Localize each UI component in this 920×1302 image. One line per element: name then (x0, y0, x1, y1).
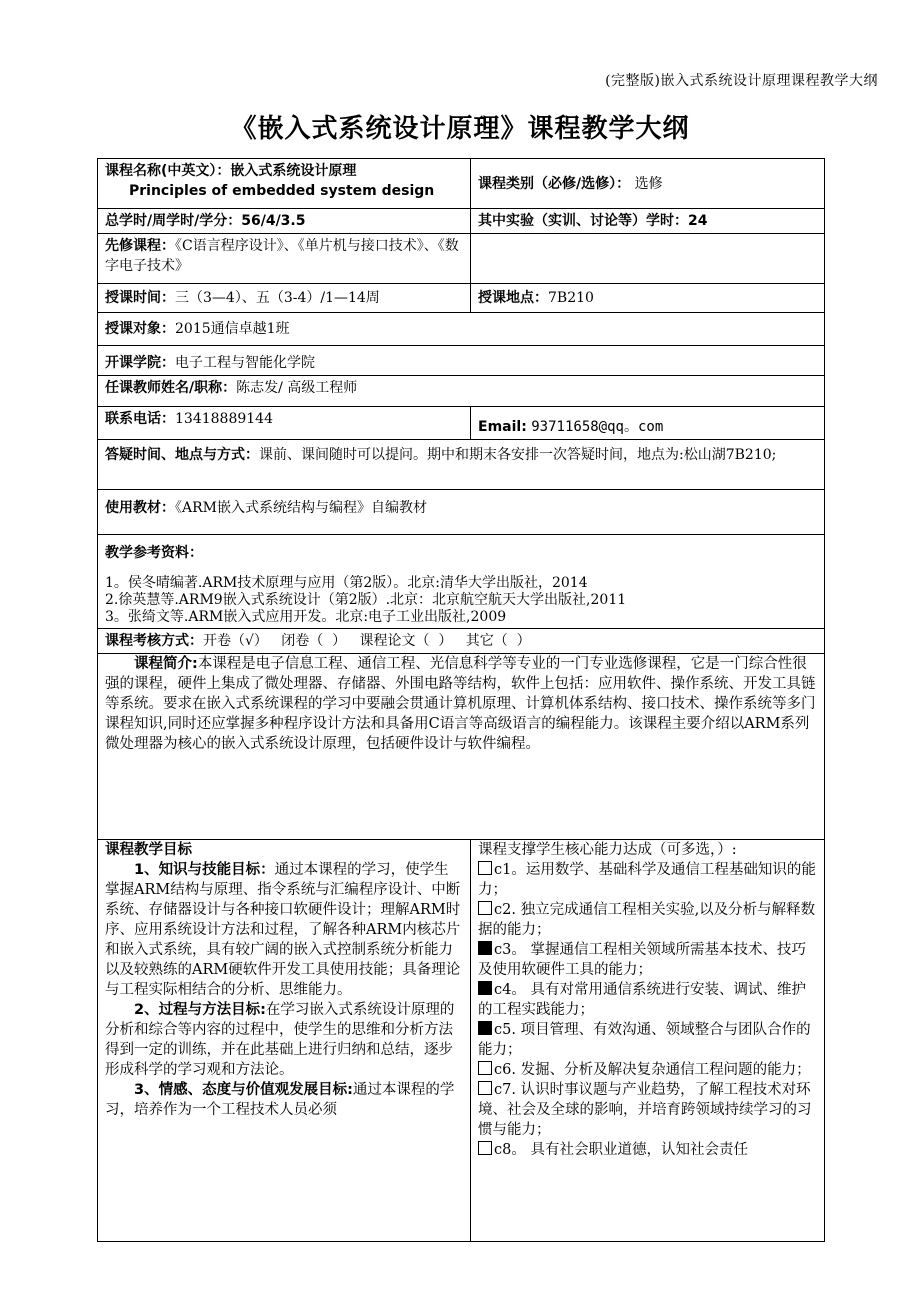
ability-item (478, 1080, 817, 1140)
ability-item (478, 1060, 817, 1080)
course-name-cell (98, 159, 471, 209)
course-category-cell (471, 159, 825, 209)
reference-item: 2.徐英慧等.ARM9嵌入式系统设计（第2版）.北京：北京航空航天大学出版社,2011 (105, 592, 627, 608)
textbook-cell (98, 490, 825, 535)
unchecked-box-icon[interactable] (478, 1061, 492, 1075)
ability-item (478, 1020, 817, 1060)
intro-value: 本课程是电子信息工程、通信工程、光信息科学等专业的一门专业选修课程，它是一门综合性很强的课程，硬件上集成了微处理器、存储器、外围电路等结构，软件上包括：应用软件、操作系统、开发工具链等系统。要求在嵌入式系统课程的学习中要融会贯通计算机原理、计算机体系结构、接口技术、操作系统等多门课程知识,同时还应掌握多种程序设计方法和具备用C语言等高级语言的编程能力。该课程主要介绍以ARM系列微处理器为核心的嵌入式系统设计原理，包括硬件设计与软件编程。 (105, 656, 816, 752)
target-label: 授课对象： (105, 321, 175, 337)
teaching-place-cell (471, 284, 825, 313)
teaching-place-label: 授课地点： (478, 290, 548, 306)
goal3-value: 通过本课程的学习，培养作为一个工程技术人员必须 (105, 1082, 455, 1118)
qa-value: 课前、课间随时可以提问。期中和期末各安排一次答疑时间，地点为:松山湖7B210; (259, 447, 777, 463)
abilities-title: 课程支撑学生核心能力达成（可多选，）: (478, 842, 737, 858)
checked-box-icon[interactable] (478, 981, 492, 995)
ability-item (478, 860, 817, 900)
unchecked-box-icon[interactable] (478, 1081, 492, 1095)
ability-text: c1。运用数学、基础科学及通信工程基础知识的能力； (478, 862, 816, 898)
prereq-cell (98, 234, 471, 284)
goals-cell (98, 840, 471, 1242)
phone-cell (98, 407, 471, 440)
ability-text: c2. 独立完成通信工程相关实验,以及分析与解释数据的能力； (478, 902, 816, 938)
unchecked-box-icon[interactable] (478, 1141, 492, 1155)
college-cell (98, 346, 825, 376)
teaching-place-value: 7B210 (548, 290, 594, 306)
unchecked-box-icon[interactable] (478, 901, 492, 915)
college-label: 开课学院： (105, 355, 175, 371)
checked-box-icon[interactable] (478, 941, 492, 955)
unchecked-box-icon[interactable] (478, 861, 492, 875)
teacher-cell (98, 376, 825, 407)
intro-cell (98, 654, 825, 840)
phone-value: 13418889144 (175, 411, 273, 427)
course-lab-hours: 其中实验（实训、讨论等）学时：24 (471, 209, 825, 234)
ability-text: c8。 具有社会职业道德，认知社会责任 (494, 1142, 748, 1158)
email-value: 93711658@qq。com (531, 419, 664, 435)
teaching-time-cell (98, 284, 471, 313)
email-cell (471, 407, 825, 440)
ability-item (478, 980, 817, 1020)
abilities-cell (471, 840, 825, 1242)
ability-text: c3。 掌握通信工程相关领域所需基本技术、技巧及使用软硬件工具的能力； (478, 942, 806, 978)
exam-value: 开卷（√） 闭卷（ ） 课程论文（ ） 其它（ ） (203, 633, 531, 649)
goal1-label: 1、知识与技能目标： (134, 862, 275, 878)
goal1-value: 通过本课程的学习，使学生掌握ARM结构与原理、指令系统与汇编程序设计、中断系统、存储器设计与各种接口软硬件设计；理解ARM时序、应用系统设计方法和过程，了解各种ARM内核芯片和嵌入式系统，具有较广阔的嵌入式控制系统分析能力以及较熟练的ARM硬软件开发工具使用技能；具备理论与工程实际相结合的分析、思维能力。 (105, 862, 461, 998)
course-hours: 总学时/周学时/学分：56/4/3.5 (98, 209, 471, 234)
ability-item (478, 940, 817, 980)
phone-label: 联系电话： (105, 411, 175, 427)
goal2-label: 2、过程与方法目标: (134, 1002, 266, 1018)
exam-cell (98, 629, 825, 654)
prereq-value: 《C语言程序设计》、《单片机与接口技术》、《数字电子技术》 (105, 238, 459, 274)
syllabus-table (97, 158, 825, 1242)
course-category-value: 选修 (634, 175, 663, 192)
document-title: 《嵌入式系统设计原理》课程教学大纲 (230, 114, 690, 144)
course-name-en: Principles of embedded system design (129, 183, 435, 199)
email-label: Email: (478, 419, 527, 435)
ability-text: c4。 具有对常用通信系统进行安装、调试、维护的工程实践能力； (478, 982, 806, 1018)
reference-item: 3。张绮文等.ARM嵌入式应用开发。北京:电子工业出版社,2009 (105, 609, 507, 625)
ability-list (478, 860, 817, 1160)
ability-text: c6. 发掘、分析及解决复杂通信工程问题的能力； (494, 1062, 811, 1078)
target-value: 2015通信卓越1班 (175, 321, 290, 337)
reference-item: 1。侯冬晴编著.ARM技术原理与应用（第2版）。北京:清华大学出版社，2014 (105, 575, 588, 591)
goal2-value: 在学习嵌入式系统设计原理的分析和综合等内容的过程中，使学生的思维和分析方法得到一定的训练，并在此基础上进行归纳和总结，逐步形成科学的学习观和方法论。 (105, 1002, 455, 1078)
exam-label: 课程考核方式： (105, 633, 203, 649)
teacher-value: 陈志发/ 高级工程师 (236, 380, 358, 396)
course-category-label: 课程类别（必修/选修）： (478, 175, 631, 192)
references-label: 教学参考资料： (105, 545, 203, 561)
ability-item (478, 900, 817, 940)
teacher-label: 任课教师姓名/职称： (105, 380, 237, 396)
ability-text: c7. 认识时事议题与产业趋势，了解工程技术对环境、社会及全球的影响，并培育跨领域持续学习的习惯与能力； (478, 1082, 812, 1138)
checked-box-icon[interactable] (478, 1021, 492, 1035)
goals-title: 课程教学目标 (105, 842, 192, 858)
teaching-time-label: 授课时间： (105, 290, 175, 306)
empty-cell (471, 234, 825, 284)
goal3-label: 3、情感、态度与价值观发展目标: (134, 1082, 353, 1098)
references-cell (98, 535, 825, 629)
textbook-value: 《ARM嵌入式系统结构与编程》自编教材 (175, 500, 427, 516)
teaching-time-value: 三（3—4）、五（3-4）/1—14周 (175, 290, 380, 306)
textbook-label: 使用教材： (105, 500, 175, 516)
page-header: (完整版)嵌入式系统设计原理课程教学大纲 (605, 73, 878, 89)
college-value: 电子工程与智能化学院 (175, 355, 315, 371)
course-name-label: 课程名称(中英文）：嵌入式系统设计原理 (105, 163, 357, 179)
qa-cell (98, 440, 825, 490)
qa-label: 答疑时间、地点与方式： (105, 447, 259, 463)
intro-label: 课程简介: (134, 656, 198, 672)
ability-item (478, 1140, 817, 1160)
ability-text: c5. 项目管理、有效沟通、领域整合与团队合作的能力； (478, 1022, 811, 1058)
target-cell (98, 313, 825, 346)
prereq-label: 先修课程： (105, 238, 175, 254)
